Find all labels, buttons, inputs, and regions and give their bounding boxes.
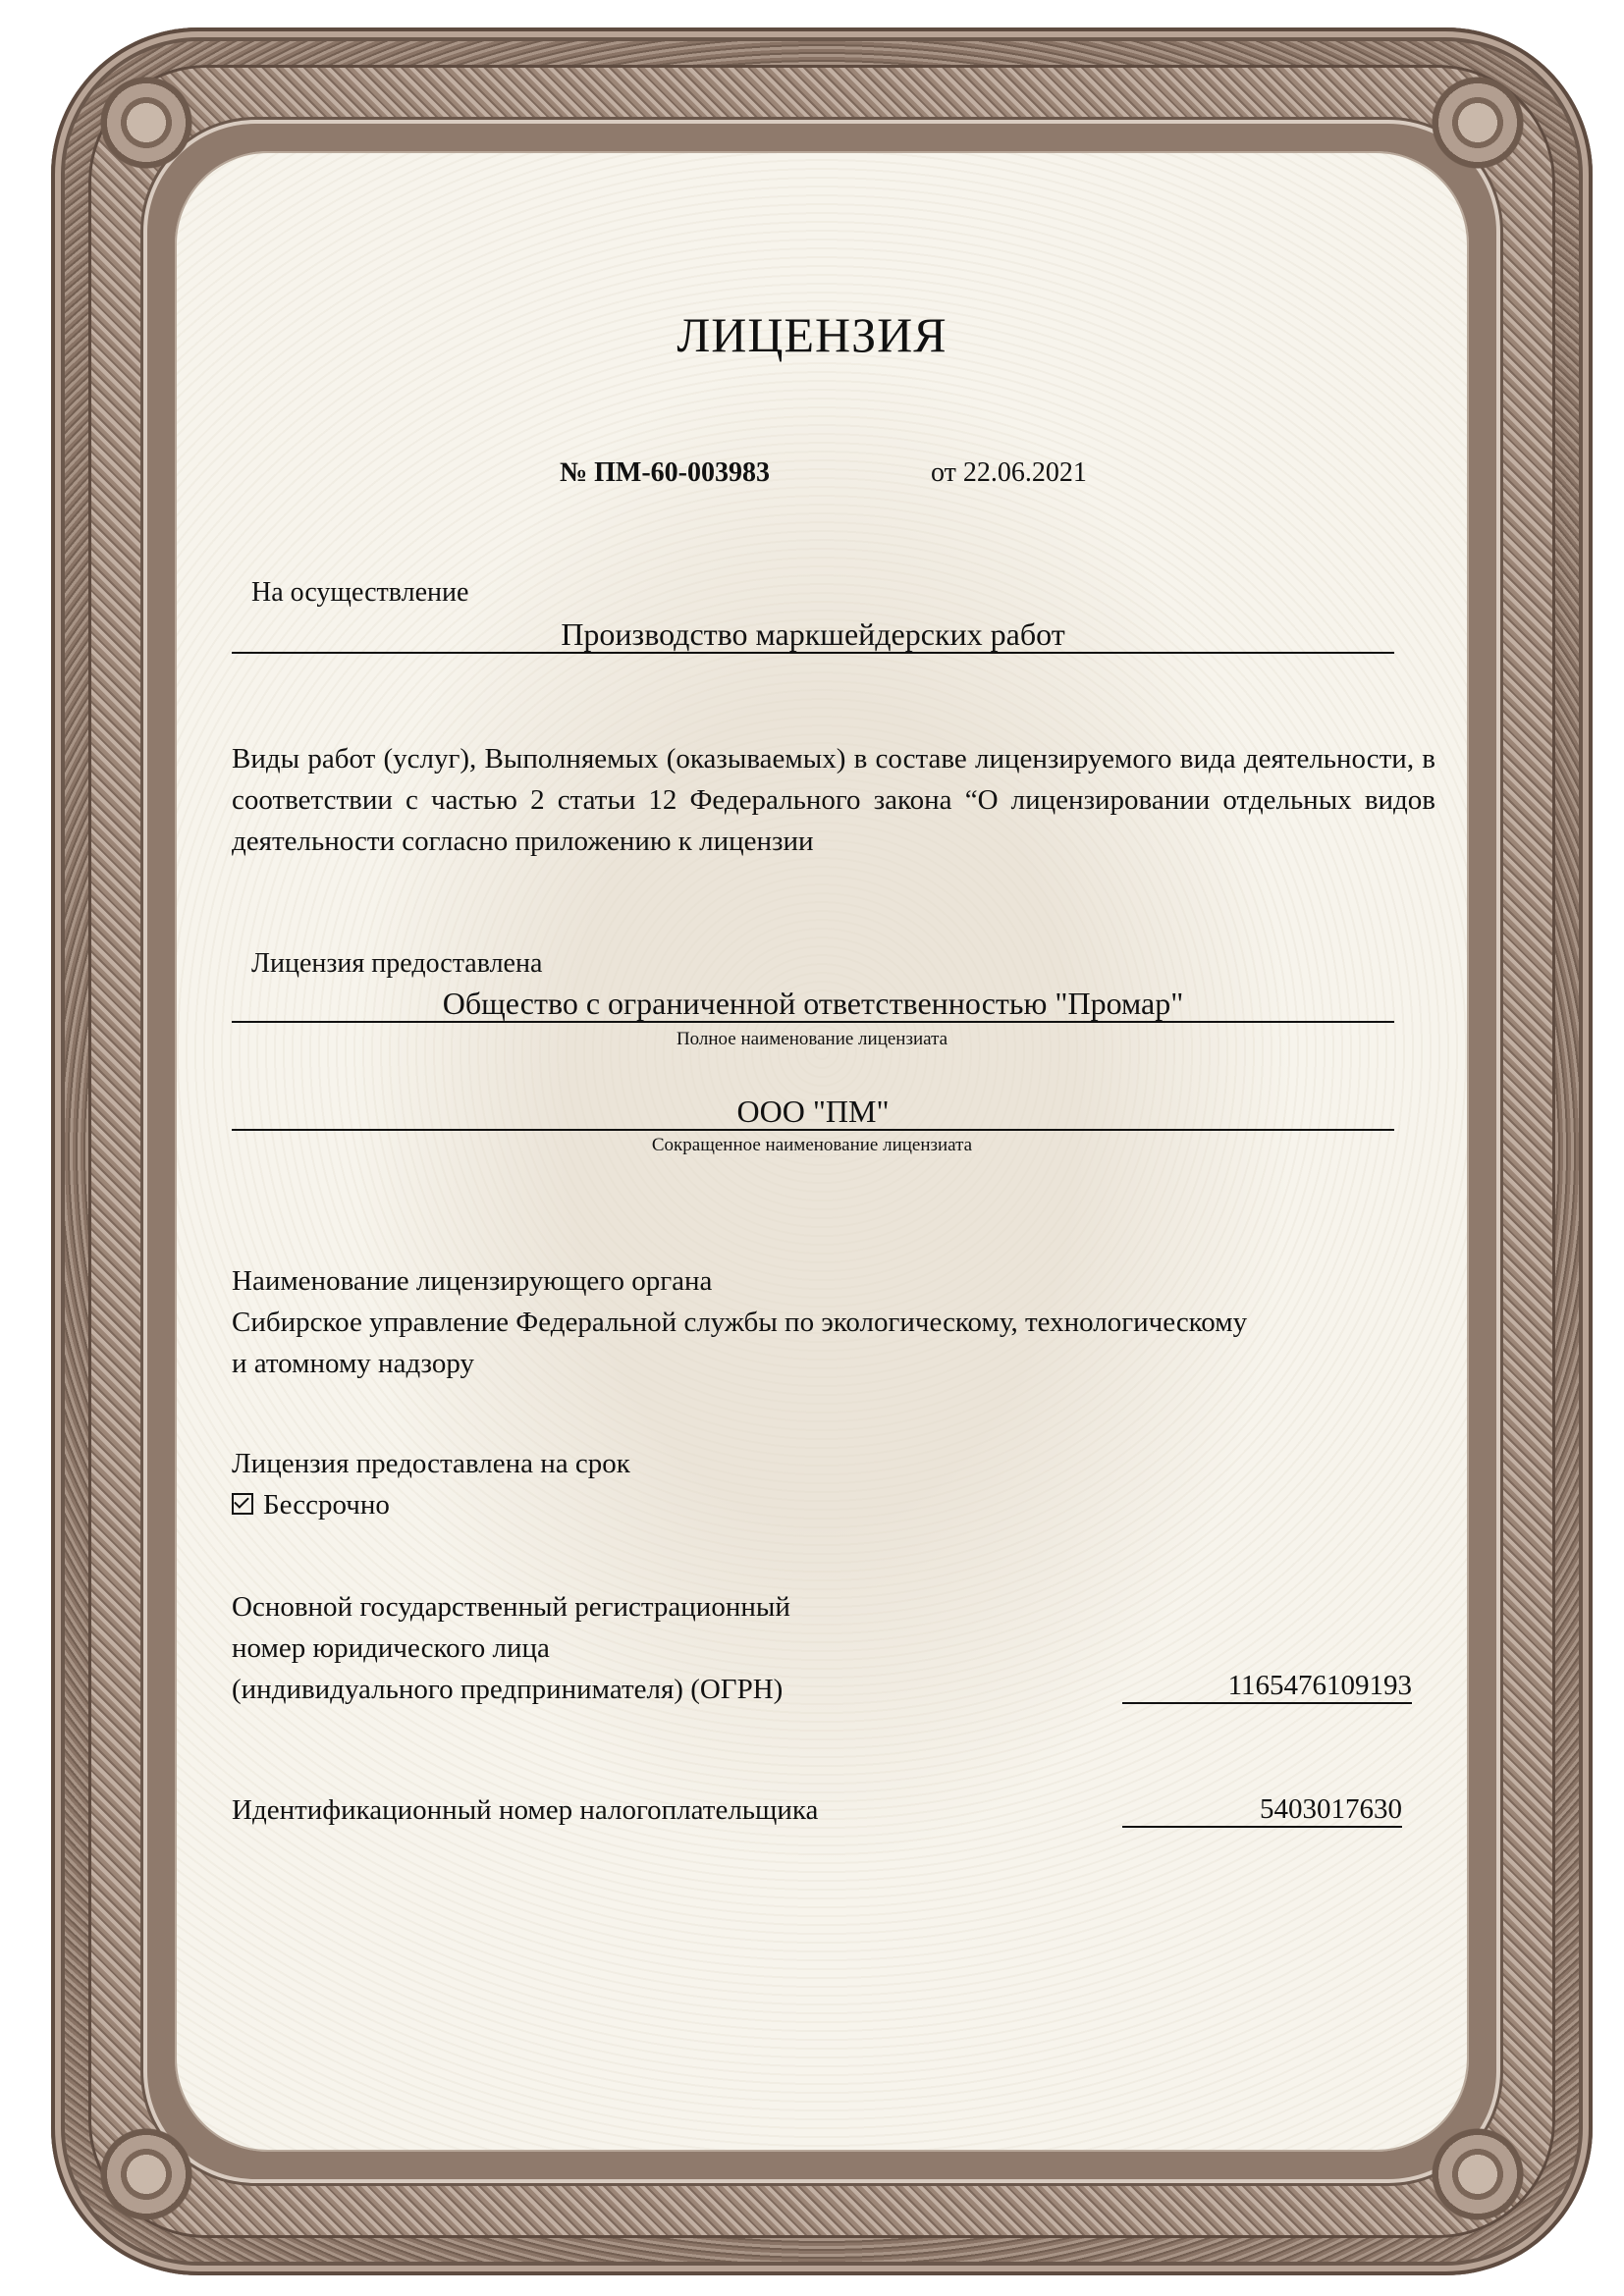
inn-value: 5403017630 — [1122, 1792, 1402, 1828]
authority-line-2: и атомному надзору — [232, 1348, 474, 1379]
authority-block — [232, 1260, 1247, 1384]
term-option — [232, 1484, 630, 1525]
ogrn-label-line-1: Основной государственный регистрационный — [232, 1591, 790, 1623]
ogrn-label-line-2: номер юридического лица — [232, 1632, 550, 1664]
licensee-full-name-caption: Полное наименование лицензиата — [676, 1029, 948, 1049]
ogrn-value: 1165476109193 — [1122, 1669, 1412, 1704]
licensee-label: Лицензия предоставлена — [251, 948, 543, 979]
authority-line-1: Сибирское управление Федеральной службы по экологическому, технологическому — [232, 1307, 1248, 1338]
inn-label: Идентификационный номер налогоплательщика — [232, 1794, 819, 1826]
term-label: Лицензия предоставлена на срок — [232, 1448, 630, 1479]
license-date: от 22.06.2021 — [931, 457, 1087, 488]
activity-label: На осуществление — [251, 577, 469, 608]
licensee-short-name: ООО "ПМ" — [232, 1094, 1394, 1131]
ogrn-label-line-3: (индивидуального предпринимателя) (ОГРН) — [232, 1674, 784, 1705]
checked-checkbox-icon — [232, 1493, 253, 1515]
licensee-full-name: Общество с ограниченной ответственностью "Промар" — [232, 986, 1394, 1023]
activity-value: Производство маркшейдерских работ — [232, 616, 1394, 654]
term-value: Бессрочно — [263, 1489, 390, 1521]
ogrn-block — [232, 1586, 790, 1710]
authority-label: Наименование лицензирующего органа — [232, 1265, 713, 1297]
licensee-short-name-caption: Сокращенное наименование лицензиата — [651, 1135, 973, 1155]
term-block — [232, 1443, 630, 1525]
document-title: ЛИЦЕНЗИЯ — [677, 307, 947, 362]
works-paragraph: Виды работ (услуг), Выполняемых (оказываемых) в составе лицензируемого вида деятельности, в соответствии с частью 2 статьи 12 Федерального закона “О лицензировании отдельных видов деятельности согласно приложению к лицензии — [232, 743, 1435, 857]
license-number: № ПМ-60-003983 — [560, 457, 770, 488]
